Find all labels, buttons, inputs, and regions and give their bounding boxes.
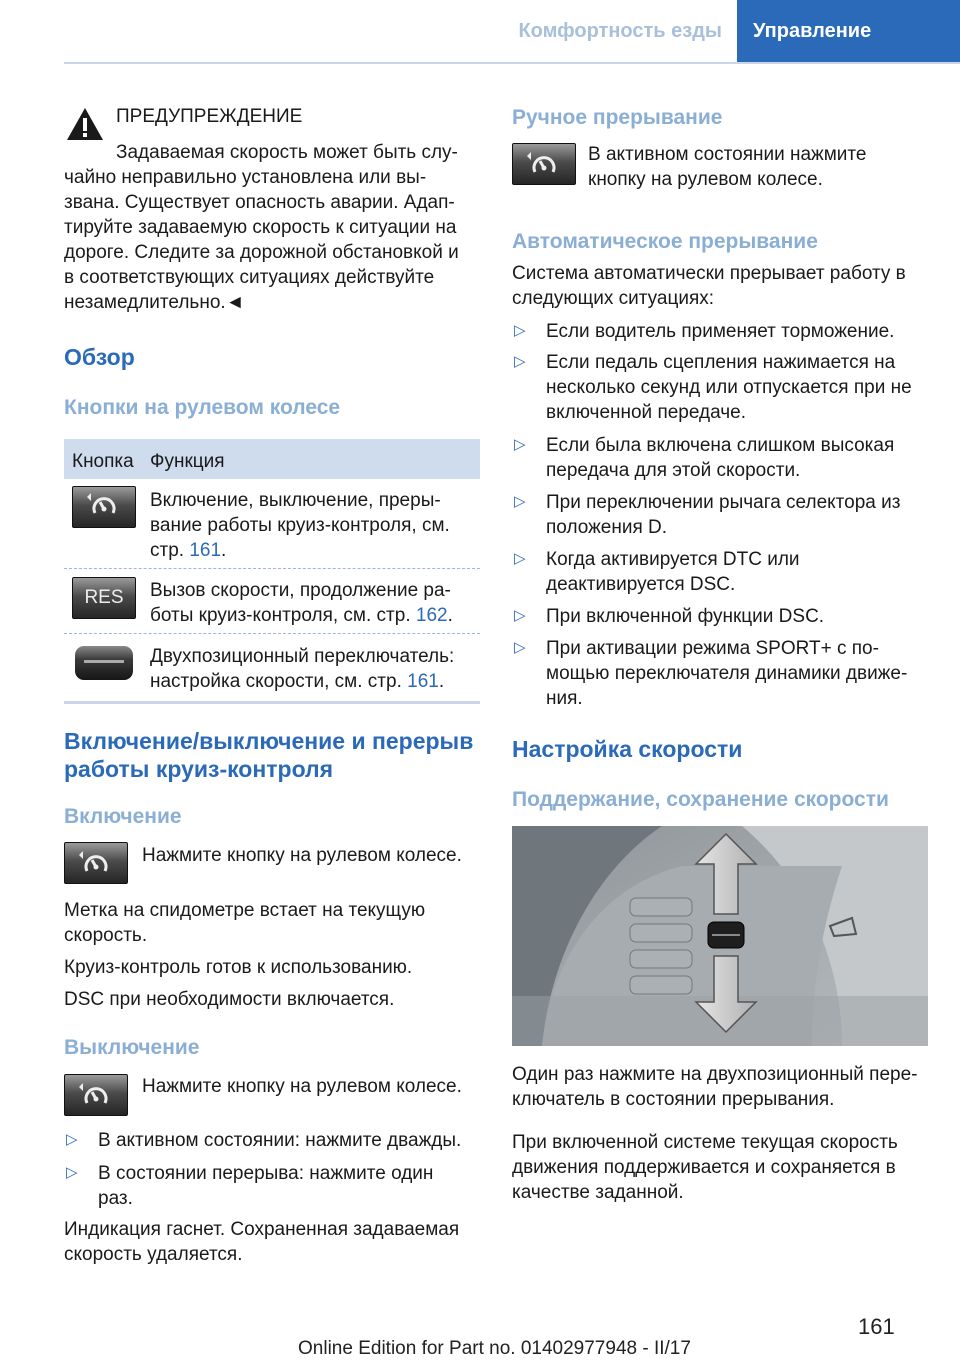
off-p: скорость удаляется. — [64, 1244, 243, 1265]
auto-bullet: включенной передаче. — [546, 402, 747, 423]
off-press-text: Нажмите кнопку на рулевом колесе. — [142, 1076, 462, 1097]
speed-p2: качестве заданной. — [512, 1182, 684, 1203]
auto-bullet: передача для этой скорости. — [546, 460, 801, 481]
cruise-control-button-image — [64, 842, 128, 884]
page-link[interactable]: 161 — [189, 540, 222, 561]
bullet-icon: ▷ — [66, 1131, 78, 1148]
speed-subheading: Поддержание, сохранение скорости — [512, 788, 889, 811]
row1-ref: стр. 161. — [150, 540, 227, 561]
bullet-icon: ▷ — [514, 550, 526, 567]
res-label: RES — [84, 587, 124, 608]
cruise-control-button-image — [72, 486, 136, 528]
onoff-heading: Включение/выключение и перерыв — [64, 728, 474, 754]
speed-heading: Настройка скорости — [512, 736, 743, 762]
warning-line: в соответствующих ситуациях действуйте — [64, 267, 435, 288]
warning-line: дороге. Следите за дорожной обстановкой и — [64, 242, 459, 263]
on-p1: скорость. — [64, 925, 148, 946]
bullet-icon: ▷ — [66, 1164, 78, 1181]
manual-heading: Ручное прерывание — [512, 106, 723, 129]
warning-line: чайно неправильно установлена или вы- — [64, 167, 427, 188]
auto-bullet: ния. — [546, 688, 583, 709]
auto-bullet: Если водитель применяет торможение. — [546, 321, 895, 342]
auto-intro: следующих ситуациях: — [512, 288, 715, 309]
auto-intro: Система автоматически прерывает работу в — [512, 263, 906, 284]
table-col-function: Функция — [150, 451, 225, 472]
warning-icon — [66, 106, 104, 142]
warning-line: тируйте задаваемую скорость к ситуации на — [64, 217, 457, 238]
buttons-subheading: Кнопки на рулевом колесе — [64, 396, 341, 419]
warning-line: Задаваемая скорость может быть слу- — [116, 142, 458, 163]
manual-line: В активном состоянии нажмите — [588, 144, 867, 165]
header-section: Комфортность езды — [518, 19, 722, 42]
page-number: 161 — [858, 1314, 895, 1339]
row2-line: Вызов скорости, продолжение ра- — [150, 580, 451, 601]
rocker-switch-icon — [72, 643, 136, 683]
cruise-control-button-image — [512, 143, 576, 185]
speed-p1: Один раз нажмите на двухпозиционный пере- — [512, 1064, 918, 1085]
on-p3: DSC при необходимости включается. — [64, 989, 395, 1010]
auto-heading: Автоматическое прерывание — [512, 230, 818, 253]
auto-bullet: Когда активируется DTC или — [546, 549, 800, 570]
row2-ref: боты круиз-контроля, см. стр. 162. — [150, 605, 453, 626]
off-bullet: раз. — [98, 1188, 133, 1209]
on-p1: Метка на спидометре встает на текущую — [64, 900, 426, 921]
overview-heading: Обзор — [64, 344, 135, 370]
rocker-switch-image — [72, 643, 136, 683]
onoff-heading: работы круиз-контроля — [64, 756, 334, 782]
on-press-text: Нажмите кнопку на рулевом колесе. — [142, 845, 462, 866]
row-divider — [64, 568, 480, 570]
table-end-rule — [64, 701, 480, 704]
header-chapter: Управление — [737, 0, 960, 62]
auto-bullet: Если была включена слишком высокая — [546, 435, 895, 456]
auto-bullet: При переключении рычага селектора из — [546, 492, 901, 513]
row1-line: Включение, выключение, преры- — [150, 490, 441, 511]
speedometer-icon — [73, 487, 135, 527]
bullet-icon: ▷ — [514, 436, 526, 453]
speed-p2: При включенной системе текущая скорость — [512, 1132, 898, 1153]
speed-p2: движения поддерживается и сохраняется в — [512, 1157, 896, 1178]
speedometer-icon — [65, 843, 127, 883]
bullet-icon: ▷ — [514, 607, 526, 624]
warning-title: ПРЕДУПРЕЖДЕНИЕ — [116, 106, 303, 127]
res-button-image — [72, 577, 136, 619]
page-link[interactable]: 162 — [415, 605, 448, 626]
off-bullet: В состоянии перерыва: нажмите один — [98, 1163, 434, 1184]
auto-bullet: При включенной функции DSC. — [546, 606, 825, 627]
page-link[interactable]: 161 — [407, 671, 439, 692]
auto-bullet: деактивируется DSC. — [546, 574, 736, 595]
bullet-icon: ▷ — [514, 639, 526, 656]
bullet-icon: ▷ — [514, 353, 526, 370]
auto-bullet: несколько секунд или отпускается при не — [546, 377, 912, 398]
auto-bullet: При активации режима SPORT+ с по- — [546, 638, 879, 659]
warning-line: незамедлительно.◄ — [64, 292, 245, 313]
table-col-button: Кнопка — [72, 451, 134, 472]
edition-text: Online Edition for Part no. 01402977948 - II/17 — [298, 1338, 691, 1359]
row3-line: Двухпозиционный переключатель: — [150, 646, 455, 667]
bullet-icon: ▷ — [514, 493, 526, 510]
speedometer-icon — [65, 1075, 127, 1115]
steering-wheel-illustration — [512, 826, 928, 1046]
off-heading: Выключение — [64, 1036, 200, 1059]
row-divider — [64, 633, 480, 635]
warning-line: звана. Существует опасность аварии. Адап- — [64, 192, 455, 213]
row1-line: вание работы круиз-контроля, см. — [150, 515, 450, 536]
row3-ref: настройка скорости, см. стр. 161. — [150, 671, 445, 692]
on-p2: Круиз-контроль готов к использованию. — [64, 957, 413, 978]
bullet-icon: ▷ — [514, 322, 526, 339]
auto-bullet: Если педаль сцепления нажимается на — [546, 352, 896, 373]
off-p: Индикация гаснет. Сохраненная задаваемая — [64, 1219, 460, 1240]
auto-bullet: мощью переключателя динамики движе- — [546, 663, 908, 684]
manual-line: кнопку на рулевом колесе. — [588, 169, 823, 190]
header-rule — [64, 62, 960, 64]
speed-p1: ключатель в состоянии прерывания. — [512, 1089, 835, 1110]
off-bullet: В активном состоянии: нажмите дважды. — [98, 1130, 462, 1151]
cruise-control-button-image — [64, 1074, 128, 1116]
on-heading: Включение — [64, 805, 182, 828]
auto-bullet: положения D. — [546, 517, 668, 538]
speedometer-icon — [513, 144, 575, 184]
